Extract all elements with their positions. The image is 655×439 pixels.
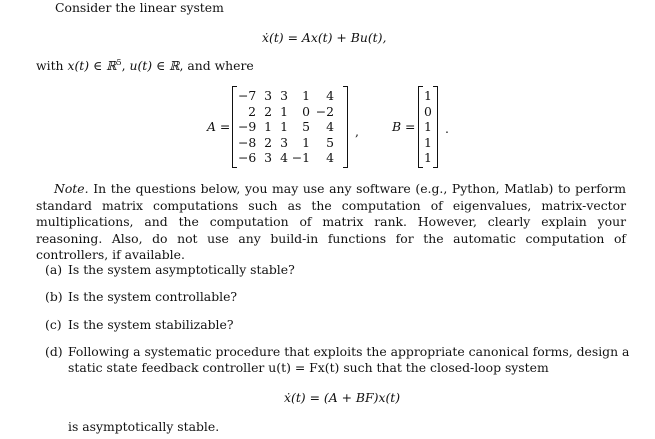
vector-b-label: B = — [392, 119, 416, 134]
matrix-a-entry: 1 — [264, 119, 272, 135]
matrix-a-entry: 1 — [302, 134, 310, 150]
vector-b-entry: 1 — [424, 150, 432, 166]
matrix-a-entry: 4 — [326, 88, 334, 103]
where-text: , and where — [179, 58, 254, 74]
matrix-a-separator: , — [355, 124, 359, 139]
with-word: with — [36, 58, 64, 74]
vector-b-entry: 1 — [424, 88, 432, 103]
question-text: Is the system controllable? — [68, 289, 238, 304]
vector-b-terminator: . — [445, 121, 449, 136]
matrix-a-entry: 4 — [280, 150, 288, 166]
matrix-a-entry: 3 — [280, 134, 288, 150]
system-equation — [262, 30, 386, 45]
question-label: (b) — [45, 289, 63, 304]
matrix-a-entry: 3 — [280, 88, 288, 103]
matrix-a-entry: 2 — [264, 103, 272, 119]
closed-loop-equation: ẋ(t) = (A + BF)x(t) — [284, 390, 401, 405]
x-dimension: 5 — [116, 58, 122, 67]
x-definition: x(t) ∈ ℝ — [67, 58, 117, 74]
matrix-a-label: A = — [207, 119, 231, 134]
matrix-a-entry: −9 — [238, 119, 257, 135]
matrix-a — [232, 86, 348, 168]
matrix-a-entry: 5 — [302, 119, 310, 135]
matrix-a-entry: 5 — [326, 134, 334, 150]
matrix-a-entry: 3 — [264, 150, 272, 166]
vector-b-entries — [422, 88, 434, 166]
matrix-a-entry: 4 — [326, 119, 334, 135]
matrix-a-entry: 1 — [280, 119, 288, 135]
question-a — [45, 262, 295, 277]
matrix-a-entry: −7 — [238, 88, 257, 103]
note-paragraph — [36, 181, 626, 264]
question-text: Is the system asymptotically stable? — [68, 262, 295, 277]
equation-rhs: = Ax(t) + Bu(t), — [287, 30, 387, 45]
vector-b-entry: 1 — [424, 134, 432, 150]
question-label: (c) — [45, 317, 62, 332]
matrix-a-entry: 2 — [264, 134, 272, 150]
question-label: (d) — [45, 344, 63, 359]
matrix-a-entry: 3 — [264, 88, 272, 103]
question-d — [45, 344, 629, 359]
matrix-a-right-bracket — [343, 86, 348, 168]
matrix-a-entry: 0 — [302, 103, 310, 119]
matrix-a-entry: 4 — [326, 150, 334, 166]
matrix-a-entry: 2 — [248, 103, 256, 119]
matrix-a-entry: 1 — [302, 88, 310, 103]
intro-text: Consider the linear system — [55, 0, 224, 15]
closing-text: is asymptotically stable. — [68, 419, 220, 434]
matrix-a-entry: −6 — [238, 150, 257, 166]
note-text: In the questions below, you may use any software (e.g., Python, Matlab) to perform standard matrix computations such as the computation of eigenvalues, matrix-vector multiplications, and the computation of matrix rank. However, clearly explain your reasoning. Also, do not use any build-in functions for the automatic computation of controllers, if available. — [36, 181, 626, 262]
matrix-a-entries — [238, 88, 342, 166]
state-definition-line: with x(t) ∈ ℝ$^5$, u(t) ∈ ℝ, and where — [36, 58, 254, 74]
vector-b — [418, 86, 438, 168]
question-text-line1: Following a systematic procedure that exploits the appropriate canonical forms, design a — [68, 344, 630, 359]
matrix-a-entry: −8 — [238, 134, 257, 150]
vector-b-entry: 0 — [424, 103, 432, 119]
note-label: Note. — [54, 181, 89, 196]
question-b — [45, 289, 237, 304]
u-definition: u(t) ∈ ℝ — [129, 58, 180, 74]
question-c — [45, 317, 233, 332]
question-d-line2: static state feedback controller u(t) = Fx(t) such that the closed-loop system — [68, 360, 549, 375]
matrix-a-entry: 1 — [280, 103, 288, 119]
question-label: (a) — [45, 262, 63, 277]
matrix-a-entry: −2 — [315, 103, 334, 119]
matrix-a-entry: −1 — [291, 150, 310, 166]
equation-lhs: ẋ(t) — [262, 30, 284, 45]
matrix-a-left-bracket — [232, 86, 237, 168]
question-text: Is the system stabilizable? — [68, 317, 234, 332]
vector-b-entry: 1 — [424, 119, 432, 135]
